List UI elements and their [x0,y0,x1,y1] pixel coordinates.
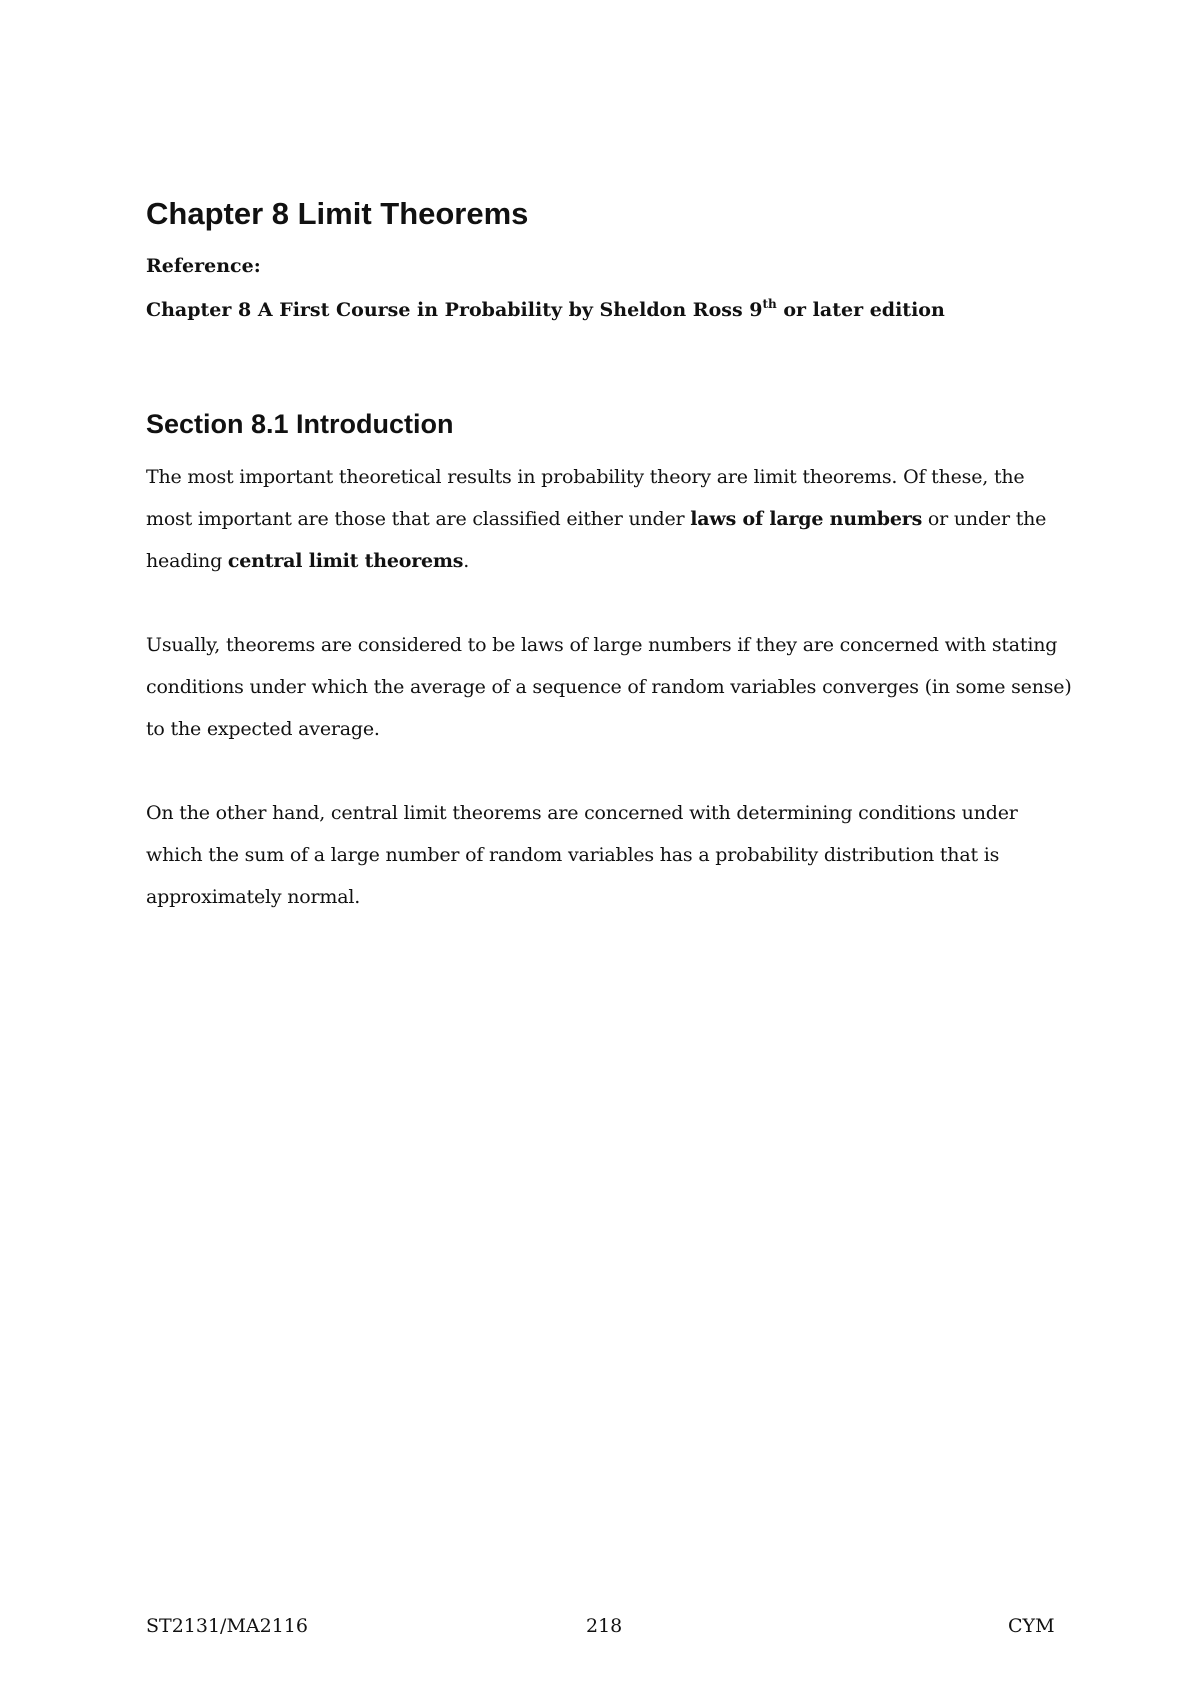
paragraph-intro-middle: or under the heading [146,508,1047,572]
reference-text-main: Chapter 8 A First Course in Probability by Sheldon Ross 9 [146,299,763,321]
reference-text-tail: or later edition [776,299,945,321]
section-title: Section 8.1 Introduction [146,409,454,439]
paragraph-laws-of-large-numbers: Usually, theorems are considered to be laws of large numbers if they are concerned with stating conditions under which the average of a sequence of random variables converges (in some sense) to the expected average. [146,634,1072,740]
chapter-title: Chapter 8 Limit Theorems [146,196,529,231]
paragraph-intro-end: . [463,550,470,572]
paragraph-central-limit-theorems: On the other hand, central limit theorems are concerned with determining conditions under which the sum of a large number of random variables has a probability distribution that is approximately normal. [146,802,1018,908]
paragraph-intro-text: The most important theoretical results in probability theory are limit theorems. Of these, the most important are those that are classified either under [146,466,1025,530]
reference-label: Reference: [146,255,261,277]
paragraph-intro [146,456,1076,582]
term-laws-of-large-numbers: laws of large numbers [690,508,923,530]
reference-edition-superscript: th [762,297,777,311]
reference-text [146,296,945,324]
footer-course-code: ST2131/MA2116 [146,1615,308,1637]
footer-page-number: 218 [586,1615,623,1637]
term-central-limit-theorems: central limit theorems [227,550,464,572]
footer-author: CYM [1008,1615,1055,1637]
